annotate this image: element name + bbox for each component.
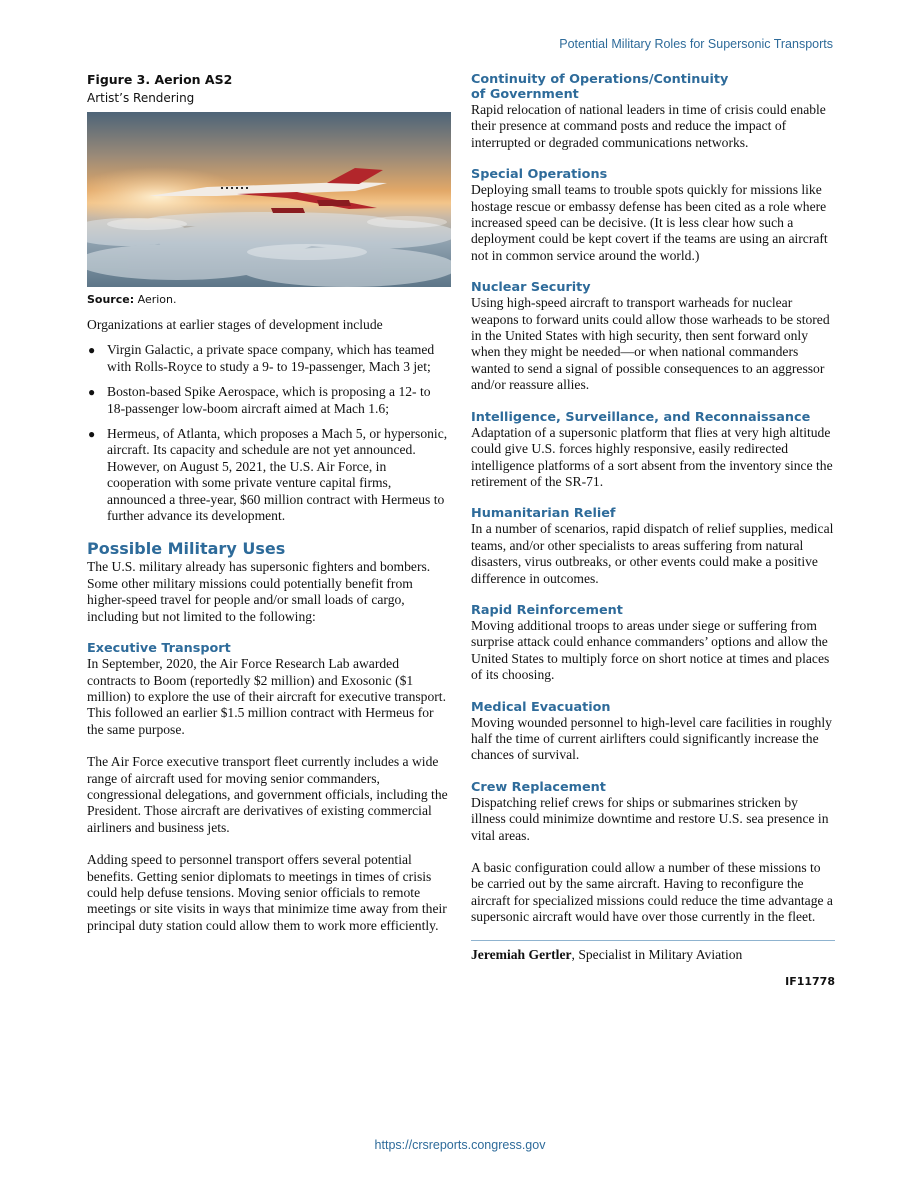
list-item (87, 426, 449, 524)
paragraph: Adaptation of a supersonic platform that flies at very high altitude could give U.S. forces highly responsive, easily redirected intelligence platforms of a sort absent from the inventory since the retirement of the SR-71. (471, 424, 833, 489)
author-title: , Specialist in Military Aviation (571, 946, 743, 962)
right-column (471, 72, 835, 988)
section-special-operations (471, 167, 835, 264)
subsection-heading: Medical Evacuation (471, 699, 611, 715)
bullet-icon: ● (88, 427, 96, 442)
bullet-icon: ● (88, 343, 96, 358)
figure-subtitle: Artist’s Rendering (87, 91, 195, 105)
heading-line: Continuity of Operations/Continuity (471, 72, 729, 87)
subsection-heading (471, 72, 835, 102)
paragraph: The Air Force executive transport fleet currently includes a wide range of aircraft used for moving senior commanders, congressional delegations, and government officials, including the President. Those aircraft are derivatives of existing commercial airliners and business jets. (87, 754, 448, 835)
source-label: Source: (87, 293, 135, 306)
author-line (471, 947, 835, 963)
organizations-list (87, 342, 449, 524)
section-medical-evacuation (471, 700, 835, 764)
section-crew-replacement (471, 780, 835, 844)
source-text: Aerion. (137, 293, 177, 306)
paragraph: Adding speed to personnel transport offers several potential benefits. Getting senior diplomats to meetings in times of crisis could help defuse tensions. Moving senior officials to remote meetings or site visits in ways that minimize time away from their principal duty station could allow them to work more efficiently. (87, 852, 447, 933)
list-item (87, 342, 449, 375)
heading-line: of Government (471, 87, 579, 102)
paragraph: Deploying small teams to trouble spots quickly for missions like hostage rescue or embassy defense has been cited as a role where increased speed can be decisive. (It is less clear how such a deployment could be kept covert if the teams are using an aircraft not in common service around the world.) (471, 182, 828, 263)
closing-paragraph: A basic configuration could allow a number of these missions to be carried out by the same aircraft. Having to reconfigure the aircraft for specialized missions could reduce the time advantage a supersonic aircraft would have over those currently in the fleet. (471, 860, 833, 925)
bullet-icon: ● (88, 385, 96, 400)
subsection-heading: Humanitarian Relief (471, 506, 616, 522)
footer-link[interactable]: https://crsreports.congress.gov (374, 1138, 546, 1152)
intro-paragraph: Organizations at earlier stages of development include (87, 317, 383, 332)
list-item-text: Virgin Galactic, a private space company, which has teamed with Rolls-Royce to study a 9- to 19-passenger, Mach 3 jet; (107, 342, 435, 374)
paragraph: Rapid relocation of national leaders in time of crisis could enable their presence at command posts and reduce the impact of interrupted or degraded communications networks. (471, 102, 826, 150)
list-item-text: Hermeus, of Atlanta, which proposes a Mach 5, or hypersonic, aircraft. Its capacity and schedule are not yet announced. However, on August 5, 2021, the U.S. Air Force, in cooperation with some private venture capital firms, announced a three-year, $60 million contract with Hermeus to further advance its development. (107, 426, 448, 524)
section-isr (471, 410, 835, 491)
paragraph: Using high-speed aircraft to transport warheads for nuclear weapons to forward units could allow those warheads to be stored in the United States with high security, then sent forward only when they might be needed—or when national commanders wanted to send a signal of possible consequences to an aggressor and/or reassure allies. (471, 295, 830, 393)
paragraph: Moving wounded personnel to high-level care facilities in roughly half the time of current airlifters could significantly increase the chances of survival. (471, 714, 832, 763)
list-item-text: Boston-based Spike Aerospace, which is proposing a 12- to 18-passenger low-boom aircraft aimed at Mach 1.6; (107, 384, 431, 416)
aircraft-rendering-image (87, 112, 451, 287)
paragraph: Dispatching relief crews for ships or submarines stricken by illness could minimize downtime and restore U.S. sea presence in vital areas. (471, 794, 829, 843)
paragraph: In a number of scenarios, rapid dispatch of relief supplies, medical teams, and/or other specialists to areas suffering from natural disasters, virus outbreaks, or other events could make a positive difference in outcomes. (471, 521, 834, 586)
paragraph: In September, 2020, the Air Force Research Lab awarded contracts to Boom (reportedly $2 million) and Exosonic ($1 million) to explore the use of their aircraft for executive transport. This followed an earlier $1.5 million contract with Hermeus for the same purpose. (87, 656, 446, 737)
figure-source (87, 293, 449, 307)
page-header: Potential Military Roles for Supersonic Transports (559, 37, 833, 51)
subsection-heading: Executive Transport (87, 641, 231, 657)
section-intro-paragraph: The U.S. military already has supersonic fighters and bombers. Some other military missions could potentially benefit from higher-speed travel for people and/or small loads of cargo, including but not limited to the following: (87, 559, 431, 624)
list-item (87, 384, 449, 417)
figure-title: Figure 3. Aerion AS2 (87, 72, 233, 87)
subsection-heading: Rapid Reinforcement (471, 602, 623, 618)
section-humanitarian-relief (471, 506, 835, 587)
left-column (87, 72, 449, 934)
subsection-heading: Intelligence, Surveillance, and Reconnaissance (471, 409, 811, 425)
section-heading: Possible Military Uses (87, 539, 286, 559)
paragraph: Moving additional troops to areas under siege or suffering from surprise attack could enhance commanders’ options and allow the United States to multiply force on short notice at times and places of its choosing. (471, 617, 830, 683)
author-name: Jeremiah Gertler (471, 946, 572, 962)
subsection-heading: Special Operations (471, 167, 608, 183)
section-rapid-reinforcement (471, 603, 835, 684)
subsection-heading: Crew Replacement (471, 779, 606, 795)
report-id: IF11778 (785, 975, 835, 989)
divider (471, 940, 835, 941)
executive-transport-section (87, 641, 449, 934)
subsection-heading: Nuclear Security (471, 280, 591, 296)
section-nuclear-security (471, 280, 835, 393)
section-continuity (471, 72, 835, 151)
